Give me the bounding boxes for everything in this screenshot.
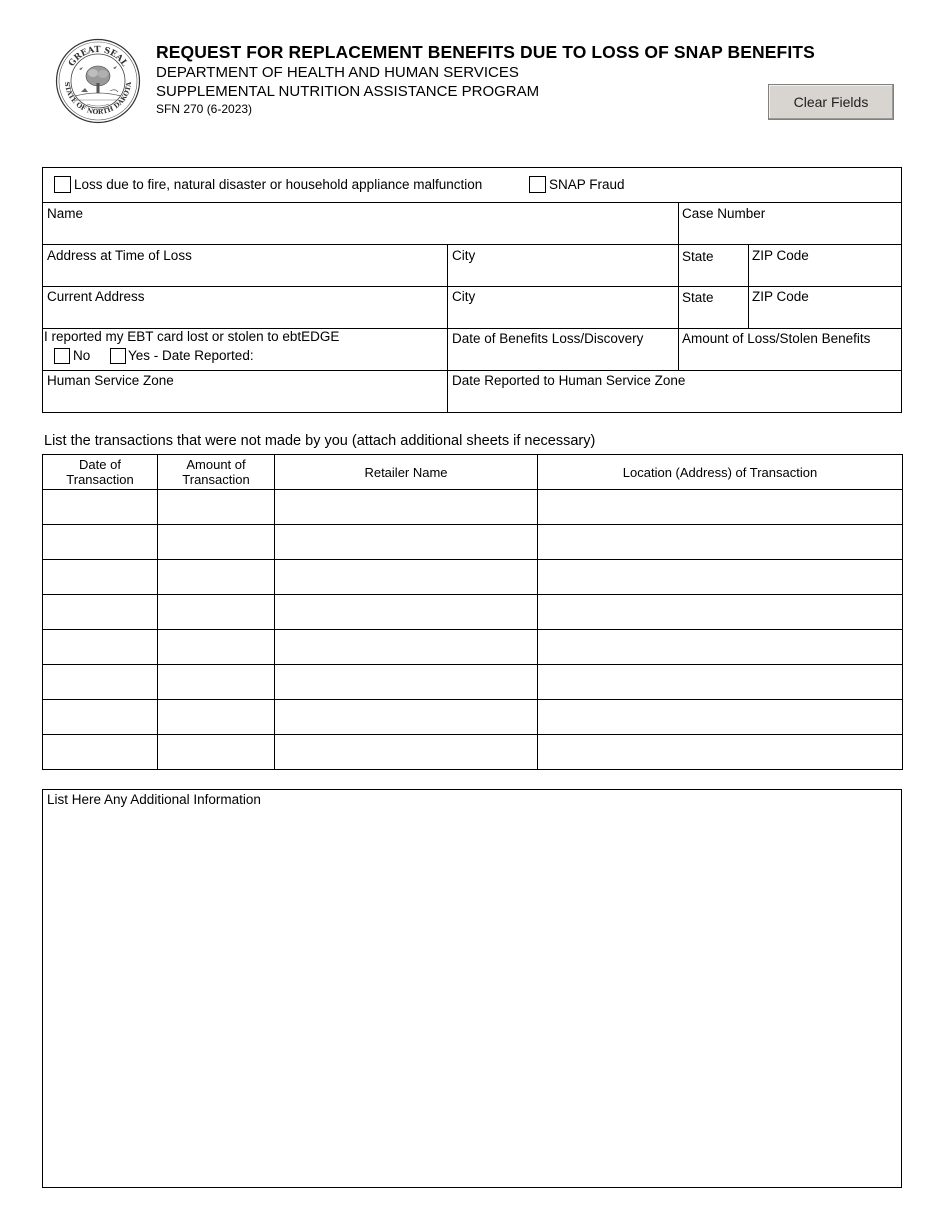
- current-city-label: City: [452, 289, 476, 304]
- table-cell-retailer: [275, 665, 538, 700]
- additional-info-label: List Here Any Additional Information: [47, 792, 261, 807]
- amount-input[interactable]: [158, 700, 274, 734]
- location-header: Location (Address) of Transaction: [538, 455, 903, 490]
- zone-label: Human Service Zone: [47, 373, 174, 388]
- retailer-input[interactable]: [275, 490, 537, 524]
- table-cell-location: [538, 735, 903, 770]
- name-label: Name: [47, 206, 84, 221]
- case-number-input[interactable]: [680, 222, 899, 242]
- date-header-line1: Date of: [79, 457, 121, 472]
- table-row: [43, 595, 903, 630]
- snap-fraud-checkbox[interactable]: [529, 176, 546, 193]
- table-cell-location: [538, 700, 903, 735]
- table-cell-retailer: [275, 700, 538, 735]
- table-cell-location: [538, 525, 903, 560]
- current-state-label: State: [682, 290, 714, 305]
- amount-input[interactable]: [158, 630, 274, 664]
- table-cell-retailer: [275, 630, 538, 665]
- amount-loss-input[interactable]: [680, 348, 899, 368]
- transactions-caption: List the transactions that were not made by you (attach additional sheets if necessary): [44, 433, 596, 449]
- snap-fraud-label: SNAP Fraud: [549, 177, 625, 192]
- location-input[interactable]: [538, 735, 902, 769]
- table-cell-location: [538, 595, 903, 630]
- location-input[interactable]: [538, 560, 902, 594]
- amount-input[interactable]: [158, 490, 274, 524]
- ebt-no-checkbox[interactable]: [54, 348, 70, 364]
- table-cell-amount: [158, 560, 275, 595]
- table-cell-amount: [158, 490, 275, 525]
- current-address-label: Current Address: [47, 289, 145, 304]
- retailer-input[interactable]: [275, 525, 537, 559]
- retailer-name-header: Retailer Name: [275, 455, 538, 490]
- ebt-date-reported-input[interactable]: [263, 348, 445, 366]
- table-cell-retailer: [275, 735, 538, 770]
- table-row: [43, 630, 903, 665]
- location-input[interactable]: [538, 700, 902, 734]
- ebt-report-label: I reported my EBT card lost or stolen to ebtEDGE: [44, 329, 340, 344]
- location-input[interactable]: [538, 525, 902, 559]
- date-loss-label: Date of Benefits Loss/Discovery: [452, 331, 644, 346]
- svg-text:STATE OF NORTH DAKOTA: STATE OF NORTH DAKOTA: [62, 81, 134, 117]
- table-cell-retailer: [275, 560, 538, 595]
- zip-input[interactable]: [750, 264, 899, 284]
- state-label: State: [682, 249, 714, 264]
- table-row: [43, 735, 903, 770]
- applicant-info-section: [42, 167, 902, 413]
- table-cell-amount: [158, 630, 275, 665]
- zone-input[interactable]: [45, 390, 445, 410]
- table-cell-date: [43, 595, 158, 630]
- amount-input[interactable]: [158, 735, 274, 769]
- date-input[interactable]: [43, 560, 157, 594]
- date-input[interactable]: [43, 630, 157, 664]
- location-input[interactable]: [538, 595, 902, 629]
- date-header-line2: Transaction: [66, 472, 134, 487]
- additional-info-textarea[interactable]: [45, 812, 899, 1184]
- current-zip-label: ZIP Code: [752, 289, 809, 304]
- table-cell-date: [43, 490, 158, 525]
- date-input[interactable]: [43, 490, 157, 524]
- current-zip-input[interactable]: [750, 306, 899, 326]
- department-name: DEPARTMENT OF HEALTH AND HUMAN SERVICES: [156, 64, 519, 81]
- table-cell-amount: [158, 665, 275, 700]
- table-cell-date: [43, 560, 158, 595]
- table-cell-retailer: [275, 490, 538, 525]
- date-input[interactable]: [43, 665, 157, 699]
- date-input[interactable]: [43, 525, 157, 559]
- retailer-input[interactable]: [275, 560, 537, 594]
- amount-input[interactable]: [158, 665, 274, 699]
- location-input[interactable]: [538, 490, 902, 524]
- amount-header-line1: Amount of: [186, 457, 246, 472]
- table-cell-amount: [158, 700, 275, 735]
- table-cell-location: [538, 665, 903, 700]
- retailer-input[interactable]: [275, 630, 537, 664]
- state-seal-icon: [55, 38, 141, 124]
- table-cell-amount: [158, 595, 275, 630]
- table-cell-location: [538, 630, 903, 665]
- zip-label: ZIP Code: [752, 248, 809, 263]
- table-cell-amount: [158, 525, 275, 560]
- location-input[interactable]: [538, 665, 902, 699]
- clear-fields-button[interactable]: Clear Fields: [768, 84, 894, 120]
- current-state-input[interactable]: [680, 306, 746, 326]
- date-reported-zone-input[interactable]: [449, 390, 899, 410]
- table-cell-date: [43, 665, 158, 700]
- amount-header-line2: Transaction: [182, 472, 250, 487]
- table-cell-retailer: [275, 525, 538, 560]
- date-of-transaction-header: [43, 455, 158, 490]
- table-cell-date: [43, 630, 158, 665]
- address-at-loss-input[interactable]: [45, 264, 445, 284]
- current-city-input[interactable]: [449, 306, 676, 326]
- table-cell-date: [43, 700, 158, 735]
- date-input[interactable]: [43, 735, 157, 769]
- amount-loss-label: Amount of Loss/Stolen Benefits: [682, 331, 871, 346]
- table-cell-date: [43, 735, 158, 770]
- current-address-input[interactable]: [45, 306, 445, 326]
- amount-of-transaction-header: [158, 455, 275, 490]
- name-input[interactable]: [45, 222, 675, 242]
- amount-input[interactable]: [158, 525, 274, 559]
- location-input[interactable]: [538, 630, 902, 664]
- date-loss-input[interactable]: [449, 348, 676, 368]
- loss-fire-label: Loss due to fire, natural disaster or household appliance malfunction: [74, 177, 483, 192]
- state-input[interactable]: [680, 264, 746, 284]
- date-reported-zone-label: Date Reported to Human Service Zone: [452, 373, 686, 388]
- table-cell-date: [43, 525, 158, 560]
- address-at-loss-label: Address at Time of Loss: [47, 248, 192, 263]
- table-row: [43, 490, 903, 525]
- ebt-yes-label: Yes - Date Reported:: [128, 348, 254, 363]
- svg-text:GREAT SEAL: GREAT SEAL: [66, 44, 130, 69]
- transactions-table: [42, 454, 903, 770]
- retailer-input[interactable]: [275, 700, 537, 734]
- loss-fire-checkbox[interactable]: [54, 176, 71, 193]
- amount-input[interactable]: [158, 595, 274, 629]
- table-header-row: [43, 455, 903, 490]
- retailer-input[interactable]: [275, 665, 537, 699]
- table-row: [43, 700, 903, 735]
- date-input[interactable]: [43, 700, 157, 734]
- retailer-input[interactable]: [275, 735, 537, 769]
- table-row: [43, 560, 903, 595]
- city-input[interactable]: [449, 264, 676, 284]
- table-cell-location: [538, 490, 903, 525]
- form-number: SFN 270 (6-2023): [156, 102, 253, 116]
- amount-input[interactable]: [158, 560, 274, 594]
- table-row: [43, 525, 903, 560]
- retailer-input[interactable]: [275, 595, 537, 629]
- date-input[interactable]: [43, 595, 157, 629]
- form-title: REQUEST FOR REPLACEMENT BENEFITS DUE TO LOSS OF SNAP BENEFITS: [156, 42, 815, 62]
- case-number-label: Case Number: [682, 206, 766, 221]
- table-cell-retailer: [275, 595, 538, 630]
- table-cell-amount: [158, 735, 275, 770]
- ebt-yes-checkbox[interactable]: [110, 348, 126, 364]
- additional-info-section: [42, 789, 902, 1188]
- program-name: SUPPLEMENTAL NUTRITION ASSISTANCE PROGRAM: [156, 83, 540, 100]
- city-label: City: [452, 248, 476, 263]
- table-cell-location: [538, 560, 903, 595]
- table-row: [43, 665, 903, 700]
- ebt-no-label: No: [73, 348, 91, 363]
